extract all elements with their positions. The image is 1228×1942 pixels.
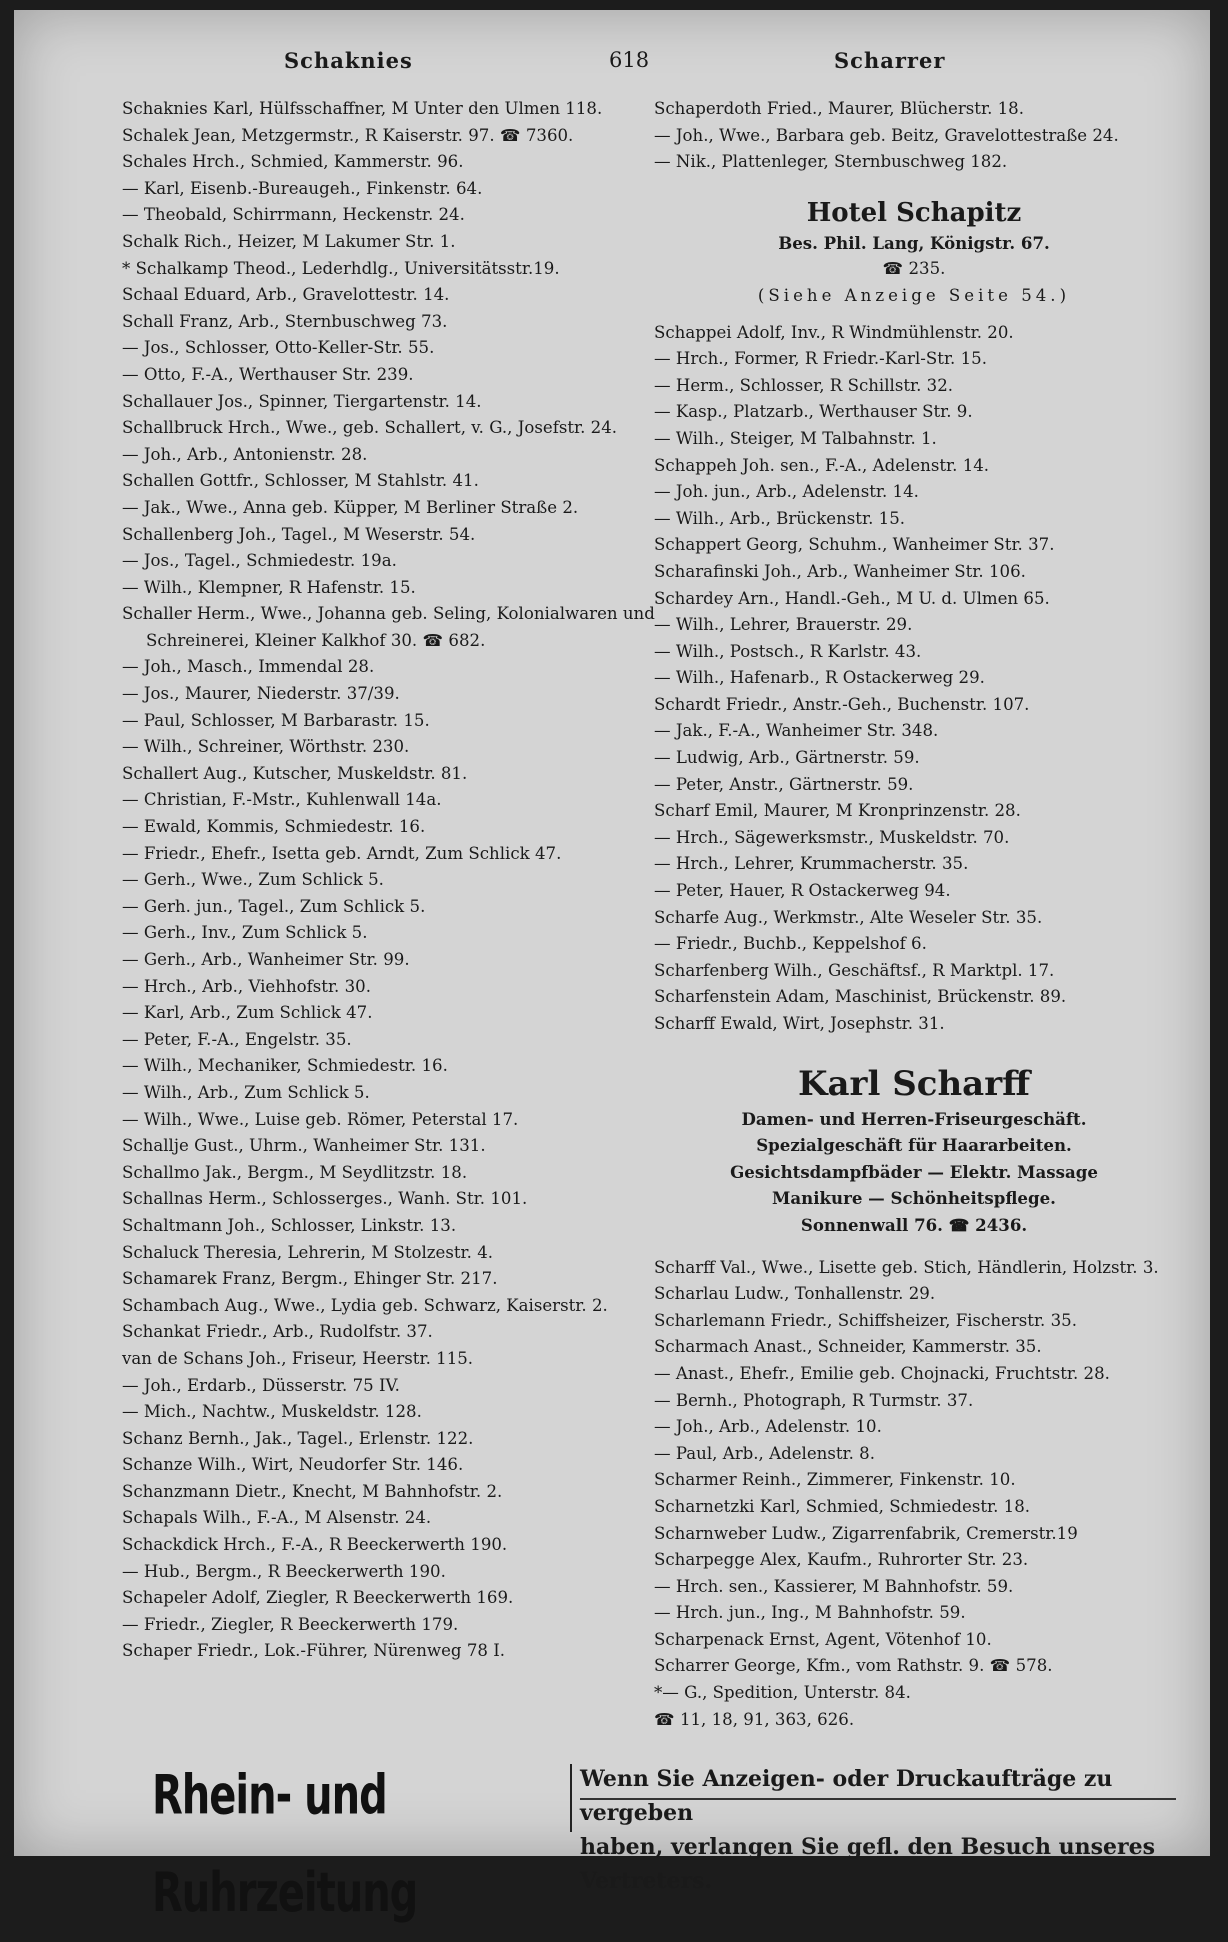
directory-entry: — Wilh., Wwe., Luise geb. Römer, Peterstal 17. xyxy=(122,1109,519,1129)
directory-entry: — Hrch., Sägewerksmstr., Muskeldstr. 70. xyxy=(654,827,1010,847)
directory-entry: Scharpegge Alex, Kaufm., Ruhrorter Str. 23. xyxy=(654,1550,1029,1570)
directory-entry: — Kasp., Platzarb., Werthauser Str. 9. xyxy=(654,402,973,422)
directory-entry: Schaperdoth Fried., Maurer, Blücherstr. 18. xyxy=(654,99,1025,118)
directory-entry: Schackdick Hrch., F.-A., R Beeckerwerth 190. xyxy=(122,1535,508,1555)
directory-entry: Schanze Wilh., Wirt, Neudorfer Str. 146. xyxy=(122,1455,464,1475)
directory-entry: *— G., Spedition, Unterstr. 84. xyxy=(654,1683,911,1703)
newspaper-brand: Rhein- und Ruhrzeitung xyxy=(152,1764,418,1925)
directory-entry: Scharff Val., Wwe., Lisette geb. Stich, Händlerin, Holzstr. 3. xyxy=(654,1257,1159,1277)
directory-entry: — Jos., Maurer, Niederstr. 37/39. xyxy=(122,684,400,704)
directory-entry: Schappert Georg, Schuhm., Wanheimer Str. 37. xyxy=(654,535,1055,555)
directory-entry: Schaluck Theresia, Lehrerin, M Stolzestr. 4. xyxy=(122,1242,494,1262)
directory-entry: Scharfe Aug., Werkmstr., Alte Weseler Str. 35. xyxy=(654,907,1043,927)
directory-entry: — Theobald, Schirrmann, Heckenstr. 24. xyxy=(122,205,465,225)
directory-entry: — Paul, Schlosser, M Barbarastr. 15. xyxy=(122,710,430,730)
directory-entry: — Wilh., Arb., Brückenstr. 15. xyxy=(654,508,906,528)
scharff-ad-line4: Manikure — Schönheitspflege. xyxy=(772,1188,1056,1209)
directory-entry: Scharlau Ludw., Tonhallenstr. 29. xyxy=(654,1284,936,1304)
directory-entry: — Wilh., Steiger, M Talbahnstr. 1. xyxy=(654,428,937,448)
hotel-ad-phone: ☎ 235. xyxy=(882,259,946,279)
directory-entry: — Wilh., Postsch., R Karlstr. 43. xyxy=(654,641,922,661)
directory-entry: Scharpenack Ernst, Agent, Vötenhof 10. xyxy=(654,1629,992,1649)
directory-entry: Schaknies Karl, Hülfsschaffner, M Unter den Ulmen 118. xyxy=(122,99,603,118)
left-column xyxy=(122,96,667,1665)
directory-entry: Schallauer Jos., Spinner, Tiergartenstr. 14. xyxy=(122,391,482,411)
directory-entry: Schappei Adolf, Inv., R Windmühlenstr. 20. xyxy=(654,322,1014,342)
directory-entry: Scharnetzki Karl, Schmied, Schmiedestr. 18. xyxy=(654,1496,1031,1516)
hotel-ad-title: Hotel Schapitz xyxy=(806,197,1022,228)
directory-entry: — Peter, F.-A., Engelstr. 35. xyxy=(122,1029,352,1049)
page-number: 618 xyxy=(609,48,650,72)
directory-entry: Scharafinski Joh., Arb., Wanheimer Str. 106. xyxy=(654,561,1026,581)
directory-entry: Scharfenberg Wilh., Geschäftsf., R Marktpl. 17. xyxy=(654,960,1055,980)
directory-entry: Schalek Jean, Metzgermstr., R Kaiserstr. 97. ☎ 7360. xyxy=(122,125,574,145)
directory-entry: — Karl, Eisenb.-Bureaugeh., Finkenstr. 64. xyxy=(122,178,483,198)
directory-entry: — Gerh., Inv., Zum Schlick 5. xyxy=(122,923,368,943)
footer-divider xyxy=(570,1764,572,1832)
directory-entry: — Christian, F.-Mstr., Kuhlenwall 14a. xyxy=(122,790,442,810)
directory-entry: — Wilh., Schreiner, Wörthstr. 230. xyxy=(122,737,410,757)
directory-entry: — Peter, Anstr., Gärtnerstr. 59. xyxy=(654,774,914,794)
directory-entry: — Joh. jun., Arb., Adelenstr. 14. xyxy=(654,482,919,502)
directory-entry: — Gerh., Wwe., Zum Schlick 5. xyxy=(122,870,384,890)
directory-entry: — Wilh., Klempner, R Hafenstr. 15. xyxy=(122,577,416,597)
directory-entry: — Joh., Wwe., Barbara geb. Beitz, Gravelottestraße 24. xyxy=(654,125,1119,145)
directory-entry: — Bernh., Photograph, R Turmstr. 37. xyxy=(654,1390,974,1410)
directory-entry: Schaller Herm., Wwe., Johanna geb. Seling, Kolonialwaren und Schreinerei, Kleiner Kalkhof 30. ☎ 682. xyxy=(122,604,655,650)
directory-entry: — Joh., Masch., Immendal 28. xyxy=(122,657,375,677)
directory-entry: Schallje Gust., Uhrm., Wanheimer Str. 131. xyxy=(122,1136,486,1156)
header-first-name: Schaknies xyxy=(284,48,413,73)
directory-entry: — Jak., F.-A., Wanheimer Str. 348. xyxy=(654,721,939,741)
directory-entry: — Anast., Ehefr., Emilie geb. Chojnacki, Fruchtstr. 28. xyxy=(654,1363,1110,1383)
scharff-ad-line5: Sonnenwall 76. ☎ 2436. xyxy=(800,1214,1028,1235)
directory-entry: — Friedr., Buchb., Keppelshof 6. xyxy=(654,934,927,954)
directory-entry: — Wilh., Mechaniker, Schmiedestr. 16. xyxy=(122,1056,448,1076)
directory-entry: Schardey Arn., Handl.-Geh., M U. d. Ulmen 65. xyxy=(654,588,1050,608)
directory-entry: Schappeh Joh. sen., F.-A., Adelenstr. 14. xyxy=(654,455,990,475)
directory-entry: — Hrch., Lehrer, Krummacherstr. 35. xyxy=(654,854,969,874)
footer-message-line1: Wenn Sie Anzeigen- oder Druckaufträge zu vergeben xyxy=(580,1766,1113,1826)
directory-entry: Scharrer George, Kfm., vom Rathstr. 9. ☎ 578. xyxy=(654,1656,1053,1676)
directory-entry: — Gerh. jun., Tagel., Zum Schlick 5. xyxy=(122,896,426,916)
hotel-advertisement xyxy=(654,196,1174,310)
directory-entry: Scharmach Anast., Schneider, Kammerstr. 35. xyxy=(654,1337,1042,1357)
directory-entry: Scharnweber Ludw., Zigarrenfabrik, Cremerstr.19 xyxy=(654,1523,1078,1543)
directory-entry: * Schalkamp Theod., Lederhdlg., Universitätsstr.19. xyxy=(122,258,560,278)
directory-entry: Schallnas Herm., Schlosserges., Wanh. Str. 101. xyxy=(122,1189,528,1209)
directory-entry: Scharfenstein Adam, Maschinist, Brückenstr. 89. xyxy=(654,987,1067,1007)
directory-entry: — Joh., Arb., Antonienstr. 28. xyxy=(122,444,368,464)
header-last-name: Scharrer xyxy=(834,48,946,73)
directory-entry: Schanz Bernh., Jak., Tagel., Erlenstr. 122. xyxy=(122,1428,474,1448)
footer-message xyxy=(580,1762,1180,1898)
directory-entry: Schales Hrch., Schmied, Kammerstr. 96. xyxy=(122,152,464,172)
directory-entry: — Peter, Hauer, R Ostackerweg 94. xyxy=(654,881,951,901)
right-entries-a xyxy=(654,96,1174,176)
directory-entry: — Jos., Tagel., Schmiedestr. 19a. xyxy=(122,551,397,571)
directory-entry: — Hrch. jun., Ing., M Bahnhofstr. 59. xyxy=(654,1603,966,1623)
directory-entry: — Mich., Nachtw., Muskeldstr. 128. xyxy=(122,1402,422,1422)
directory-entry: — Ludwig, Arb., Gärtnerstr. 59. xyxy=(654,748,920,768)
right-entries-c xyxy=(654,1255,1174,1734)
directory-entry: — Hrch., Former, R Friedr.-Karl-Str. 15. xyxy=(654,349,987,369)
directory-entry: Scharlemann Friedr., Schiffsheizer, Fischerstr. 35. xyxy=(654,1310,1078,1330)
directory-entry: — Jos., Schlosser, Otto-Keller-Str. 55. xyxy=(122,338,435,358)
scharff-ad-line1: Damen- und Herren-Friseurgeschäft. xyxy=(741,1108,1087,1129)
directory-entry: — Hrch. sen., Kassierer, M Bahnhofstr. 59. xyxy=(654,1576,1014,1596)
footer-rule xyxy=(580,1798,1176,1800)
directory-entry: — Nik., Plattenleger, Sternbuschweg 182. xyxy=(654,152,1008,172)
directory-entry: — Friedr., Ziegler, R Beeckerwerth 179. xyxy=(122,1614,459,1634)
directory-entry: Schardt Friedr., Anstr.-Geh., Buchenstr. 107. xyxy=(654,694,1030,714)
directory-entry: Schallert Aug., Kutscher, Muskeldstr. 81. xyxy=(122,763,468,783)
directory-entry: — Karl, Arb., Zum Schlick 47. xyxy=(122,1003,373,1023)
hotel-ad-owner: Bes. Phil. Lang, Königstr. 67. xyxy=(778,232,1050,253)
hotel-ad-note: (Siehe Anzeige Seite 54.) xyxy=(757,285,1071,305)
directory-entry: Schallenberg Joh., Tagel., M Weserstr. 54. xyxy=(122,524,476,544)
directory-entry: Schamarek Franz, Bergm., Ehinger Str. 217. xyxy=(122,1269,498,1289)
directory-entry: — Joh., Erdarb., Düsserstr. 75 IV. xyxy=(122,1375,400,1395)
directory-entry: Schanzmann Dietr., Knecht, M Bahnhofstr. 2. xyxy=(122,1481,503,1501)
directory-entry: — Herm., Schlosser, R Schillstr. 32. xyxy=(654,375,954,395)
page-header xyxy=(114,48,1164,88)
directory-entry: Schaal Eduard, Arb., Gravelottestr. 14. xyxy=(122,285,450,305)
right-entries-b xyxy=(654,320,1174,1038)
directory-entry: — Gerh., Arb., Wanheimer Str. 99. xyxy=(122,950,410,969)
directory-entry: Schall Franz, Arb., Sternbuschweg 73. xyxy=(122,311,448,331)
directory-entry: Scharf Emil, Maurer, M Kronprinzenstr. 28. xyxy=(654,801,1021,821)
directory-page xyxy=(14,10,1210,1925)
right-column xyxy=(654,96,1174,1733)
directory-entry: — Joh., Arb., Adelenstr. 10. xyxy=(654,1417,882,1437)
directory-entry: Scharmer Reinh., Zimmerer, Finkenstr. 10. xyxy=(654,1470,1016,1490)
footer-message-line2: haben, verlangen Sie gefl. den Besuch unseres Vertreters. xyxy=(580,1834,1155,1894)
directory-entry: — Otto, F.-A., Werthauser Str. 239. xyxy=(122,364,414,384)
directory-entry: — Wilh., Arb., Zum Schlick 5. xyxy=(122,1082,370,1102)
directory-entry: — Paul, Arb., Adelenstr. 8. xyxy=(654,1443,876,1463)
directory-entry: Scharff Ewald, Wirt, Josephstr. 31. xyxy=(654,1014,945,1033)
directory-entry: Schaltmann Joh., Schlosser, Linkstr. 13. xyxy=(122,1215,457,1235)
directory-entry: Schallbruck Hrch., Wwe., geb. Schallert, v. G., Josefstr. 24. xyxy=(122,418,618,438)
directory-entry: ☎ 11, 18, 91, 363, 626. xyxy=(654,1709,855,1729)
scharff-ad-line3: Gesichtsdampfbäder — Elektr. Massage xyxy=(730,1161,1098,1182)
directory-entry: van de Schans Joh., Friseur, Heerstr. 115. xyxy=(122,1348,474,1368)
directory-entry: Schapals Wilh., F.-A., M Alsenstr. 24. xyxy=(122,1508,432,1528)
directory-entry: Schapeler Adolf, Ziegler, R Beeckerwerth 169. xyxy=(122,1588,514,1608)
directory-entry: — Ewald, Kommis, Schmiedestr. 16. xyxy=(122,817,426,837)
directory-entry: Schaper Friedr., Lok.-Führer, Nürenweg 78 I. xyxy=(122,1641,506,1661)
directory-entry: Schankat Friedr., Arb., Rudolfstr. 37. xyxy=(122,1322,433,1342)
directory-entry: — Wilh., Lehrer, Brauerstr. 29. xyxy=(654,615,913,635)
scharff-ad-line2: Spezialgeschäft für Haararbeiten. xyxy=(756,1135,1072,1156)
directory-entry: Schallmo Jak., Bergm., M Seydlitzstr. 18. xyxy=(122,1162,468,1182)
directory-entry: — Friedr., Ehefr., Isetta geb. Arndt, Zum Schlick 47. xyxy=(122,843,562,863)
footer-advertisement xyxy=(114,1760,1174,1925)
directory-entry: — Wilh., Hafenarb., R Ostackerweg 29. xyxy=(654,668,985,688)
scharff-advertisement xyxy=(654,1062,1174,1239)
directory-entry: — Hrch., Arb., Viehhofstr. 30. xyxy=(122,976,371,996)
directory-entry: — Jak., Wwe., Anna geb. Küpper, M Berliner Straße 2. xyxy=(122,497,579,517)
scharff-ad-title: Karl Scharff xyxy=(797,1063,1031,1104)
directory-entry: Schallen Gottfr., Schlosser, M Stahlstr. 41. xyxy=(122,471,479,491)
directory-entry: Schambach Aug., Wwe., Lydia geb. Schwarz, Kaiserstr. 2. xyxy=(122,1295,608,1315)
directory-entry: Schalk Rich., Heizer, M Lakumer Str. 1. xyxy=(122,231,456,251)
directory-entry: — Hub., Bergm., R Beeckerwerth 190. xyxy=(122,1561,446,1581)
